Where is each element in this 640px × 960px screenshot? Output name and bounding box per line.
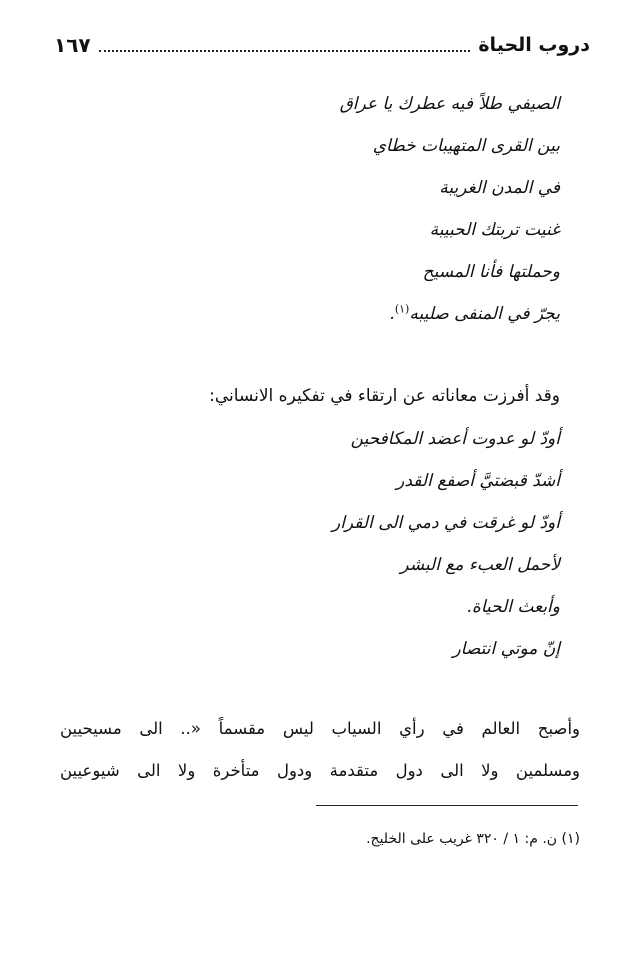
header-dotted-leader — [99, 50, 471, 52]
body-paragraph — [60, 708, 580, 792]
poem-line: لأحمل العبء مع البشر — [400, 555, 560, 575]
poem-line: وحملتها فأنا المسيح — [422, 262, 560, 282]
footnote-reference: (١) — [394, 302, 410, 316]
poem-line: في المدن الغريبة — [439, 178, 560, 198]
poem-line-period: . — [389, 304, 395, 324]
poem-stanza-2 — [60, 418, 560, 670]
paragraph-line: وأصبح العالم في رأي السياب ليس مقسماً «.. الى مسيحيين — [60, 719, 580, 738]
poem-line-text: يجرّ في المنفى صليبه — [409, 304, 560, 324]
poem-line: الصيفي طلاً فيه عطرك يا عراق — [339, 94, 560, 114]
page-number: ١٦٧ — [54, 33, 91, 57]
page-header — [54, 30, 590, 60]
poem-line-last — [60, 293, 560, 335]
intro-sentence: وقد أفرزت معاناته عن ارتقاء في تفكيره الانساني: — [209, 386, 560, 406]
footnote-divider — [316, 805, 578, 806]
poem-line: وأبعث الحياة. — [466, 597, 560, 617]
poem-line: إنّ موتي انتصار — [452, 639, 560, 659]
poem-stanza-1 — [60, 83, 560, 335]
poem-line: بين القرى المتهيبات خطاي — [372, 136, 560, 156]
poem-line: غنيت تربتك الحبيبة — [429, 220, 560, 240]
poem-line: أشدّ قبضتيَّ أصفع القدر — [396, 471, 560, 491]
running-title: دروب الحياة — [478, 34, 590, 56]
footnote: (١) ن. م: ١ / ٣٢٠ غريب على الخليج. — [366, 831, 580, 847]
poem-line: أودّ لو عدوت أعضد المكافحين — [350, 429, 560, 449]
poem-line: أودّ لو غرقت في دمي الى القرار — [331, 513, 560, 533]
paragraph-line: ومسلمين ولا الى دول متقدمة ودول متأخرة ولا الى شيوعيين — [60, 761, 580, 780]
